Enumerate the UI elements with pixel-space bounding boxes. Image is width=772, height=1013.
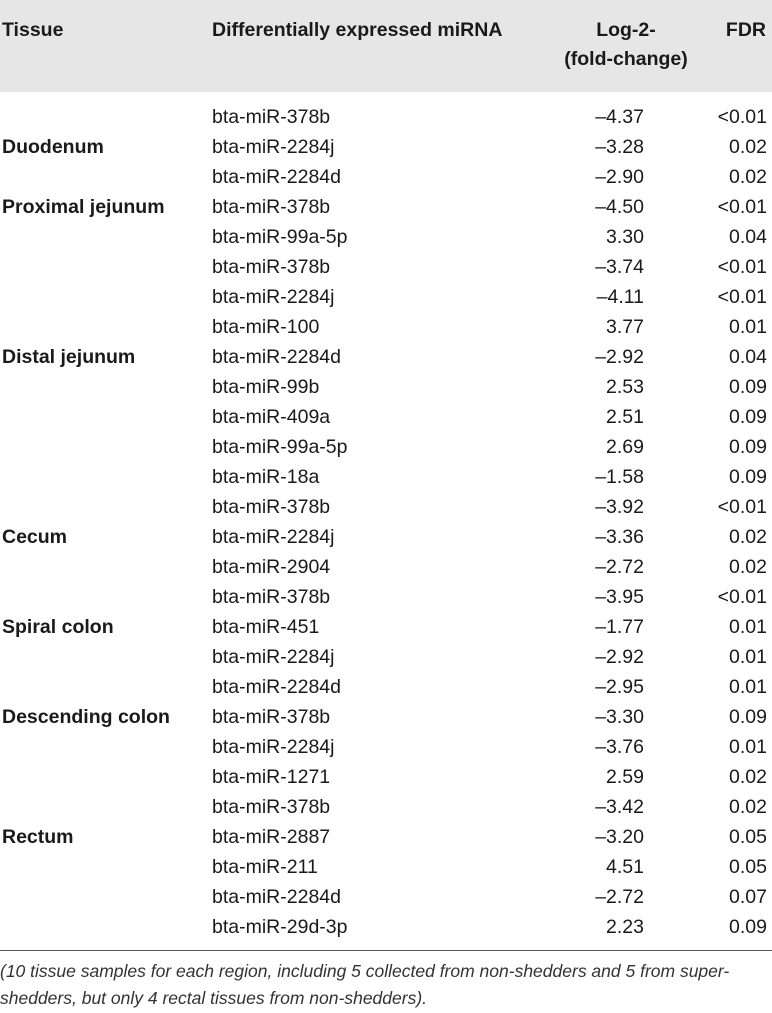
fdr-cell: <0.01: [717, 496, 767, 518]
log-fold-change-cell: 2.51: [606, 406, 644, 428]
mirna-cell: bta-miR-1271: [212, 766, 331, 788]
log-fold-change-cell: –3.30: [595, 706, 644, 728]
mirna-cell: bta-miR-378b: [212, 706, 331, 728]
table-header: [0, 0, 772, 92]
mirna-cell: bta-miR-2284j: [212, 526, 335, 548]
fdr-cell: 0.09: [729, 436, 767, 458]
mirna-cell: bta-miR-451: [212, 616, 320, 638]
log-fold-change-cell: –3.42: [595, 796, 644, 818]
fdr-cell: <0.01: [717, 286, 767, 308]
log-fold-change-cell: –3.36: [595, 526, 644, 548]
table-row: [0, 192, 772, 222]
fdr-cell: 0.04: [729, 226, 767, 248]
mirna-cell: bta-miR-2284j: [212, 136, 335, 158]
fdr-cell: 0.02: [729, 526, 767, 548]
fdr-cell: <0.01: [717, 106, 767, 128]
table-row: [0, 822, 772, 852]
mirna-cell: bta-miR-99a-5p: [212, 226, 348, 248]
log-fold-change-cell: 3.77: [606, 316, 644, 338]
mirna-cell: bta-miR-2284d: [212, 346, 341, 368]
table-row: [0, 432, 772, 462]
tissue-cell: Distal jejunum: [2, 346, 136, 368]
header-log-line2: (fold-change): [564, 48, 688, 70]
mirna-cell: bta-miR-99b: [212, 376, 320, 398]
table-row: [0, 462, 772, 492]
table-row: [0, 282, 772, 312]
tissue-cell: Spiral colon: [2, 616, 114, 638]
table-row: [0, 882, 772, 912]
fdr-cell: 0.09: [729, 466, 767, 488]
table-row: [0, 672, 772, 702]
table-row: [0, 132, 772, 162]
mirna-cell: bta-miR-100: [212, 316, 320, 338]
table-row: [0, 402, 772, 432]
mirna-cell: bta-miR-378b: [212, 106, 331, 128]
fdr-cell: 0.02: [729, 556, 767, 578]
log-fold-change-cell: –1.77: [595, 616, 644, 638]
table-row: [0, 612, 772, 642]
fdr-cell: 0.09: [729, 406, 767, 428]
header-log-fold-change: [556, 16, 696, 74]
fdr-cell: 0.02: [729, 166, 767, 188]
log-fold-change-cell: –3.92: [595, 496, 644, 518]
log-fold-change-cell: –3.74: [595, 256, 644, 278]
mirna-cell: bta-miR-378b: [212, 586, 331, 608]
table-row: [0, 792, 772, 822]
table-row: [0, 552, 772, 582]
table-bottom-rule: [0, 950, 772, 951]
mirna-cell: bta-miR-29d-3p: [212, 916, 348, 938]
tissue-cell: Proximal jejunum: [2, 196, 165, 218]
mirna-cell: bta-miR-2284d: [212, 166, 341, 188]
fdr-cell: 0.02: [729, 136, 767, 158]
log-fold-change-cell: 2.53: [606, 376, 644, 398]
fdr-cell: <0.01: [717, 586, 767, 608]
table-row: [0, 222, 772, 252]
log-fold-change-cell: –4.50: [595, 196, 644, 218]
log-fold-change-cell: 2.69: [606, 436, 644, 458]
tissue-cell: Descending colon: [2, 706, 170, 728]
log-fold-change-cell: –2.72: [595, 886, 644, 908]
table-row: [0, 642, 772, 672]
mirna-cell: bta-miR-2887: [212, 826, 331, 848]
log-fold-change-cell: –3.76: [595, 736, 644, 758]
log-fold-change-cell: –1.58: [595, 466, 644, 488]
mirna-cell: bta-miR-409a: [212, 406, 331, 428]
fdr-cell: 0.01: [729, 736, 767, 758]
fdr-cell: 0.05: [729, 826, 767, 848]
mirna-cell: bta-miR-2284d: [212, 886, 341, 908]
fdr-cell: 0.04: [729, 346, 767, 368]
log-fold-change-cell: 2.59: [606, 766, 644, 788]
fdr-cell: 0.01: [729, 676, 767, 698]
fdr-cell: 0.01: [729, 646, 767, 668]
table-row: [0, 312, 772, 342]
tissue-cell: Rectum: [2, 826, 74, 848]
fdr-cell: 0.01: [729, 616, 767, 638]
mirna-cell: bta-miR-211: [212, 856, 318, 878]
mirna-cell: bta-miR-2284j: [212, 646, 335, 668]
mirna-cell: bta-miR-18a: [212, 466, 320, 488]
fdr-cell: 0.09: [729, 376, 767, 398]
table-body: [0, 102, 772, 942]
table-row: [0, 912, 772, 942]
log-fold-change-cell: –3.28: [595, 136, 644, 158]
mirna-cell: bta-miR-2284j: [212, 286, 335, 308]
header-tissue: Tissue: [2, 19, 64, 41]
fdr-cell: <0.01: [717, 256, 767, 278]
header-fdr: FDR: [725, 19, 766, 41]
table-row: [0, 372, 772, 402]
table-row: [0, 522, 772, 552]
table-row: [0, 732, 772, 762]
table-row: [0, 702, 772, 732]
mirna-cell: bta-miR-378b: [212, 196, 331, 218]
log-fold-change-cell: –2.95: [595, 676, 644, 698]
log-fold-change-cell: –2.92: [595, 646, 644, 668]
table-row: [0, 102, 772, 132]
log-fold-change-cell: –2.92: [595, 346, 644, 368]
table-row: [0, 762, 772, 792]
table-row: [0, 582, 772, 612]
fdr-cell: 0.09: [729, 706, 767, 728]
mirna-cell: bta-miR-2284j: [212, 736, 335, 758]
fdr-cell: 0.09: [729, 916, 767, 938]
fdr-cell: 0.01: [729, 316, 767, 338]
header-mirna: Differentially expressed miRNA: [212, 19, 503, 41]
mirna-cell: bta-miR-99a-5p: [212, 436, 348, 458]
log-fold-change-cell: –4.11: [596, 286, 644, 308]
tissue-cell: Cecum: [2, 526, 68, 548]
log-fold-change-cell: –2.90: [595, 166, 644, 188]
fdr-cell: 0.05: [729, 856, 767, 878]
fdr-cell: 0.02: [729, 796, 767, 818]
log-fold-change-cell: –3.95: [595, 586, 644, 608]
table-row: [0, 852, 772, 882]
tissue-cell: Duodenum: [2, 136, 104, 158]
mirna-cell: bta-miR-2904: [212, 556, 331, 578]
log-fold-change-cell: 3.30: [606, 226, 644, 248]
table-row: [0, 252, 772, 282]
log-fold-change-cell: –4.37: [595, 106, 644, 128]
fdr-cell: 0.02: [729, 766, 767, 788]
header-log-line1: Log-2-: [596, 19, 656, 41]
log-fold-change-cell: 4.51: [606, 856, 644, 878]
mirna-cell: bta-miR-378b: [212, 256, 331, 278]
table-footnote: (10 tissue samples for each region, including 5 collected from non-shedders and 5 from super-shedders, but only 4 rectal tissues from non-shedders).: [0, 961, 730, 1008]
fdr-cell: 0.07: [729, 886, 767, 908]
mirna-cell: bta-miR-2284d: [212, 676, 341, 698]
table-row: [0, 342, 772, 372]
log-fold-change-cell: –2.72: [595, 556, 644, 578]
fdr-cell: <0.01: [717, 196, 767, 218]
log-fold-change-cell: –3.20: [595, 826, 644, 848]
table-row: [0, 162, 772, 192]
table-row: [0, 492, 772, 522]
log-fold-change-cell: 2.23: [606, 916, 644, 938]
mirna-cell: bta-miR-378b: [212, 796, 331, 818]
mirna-cell: bta-miR-378b: [212, 496, 331, 518]
